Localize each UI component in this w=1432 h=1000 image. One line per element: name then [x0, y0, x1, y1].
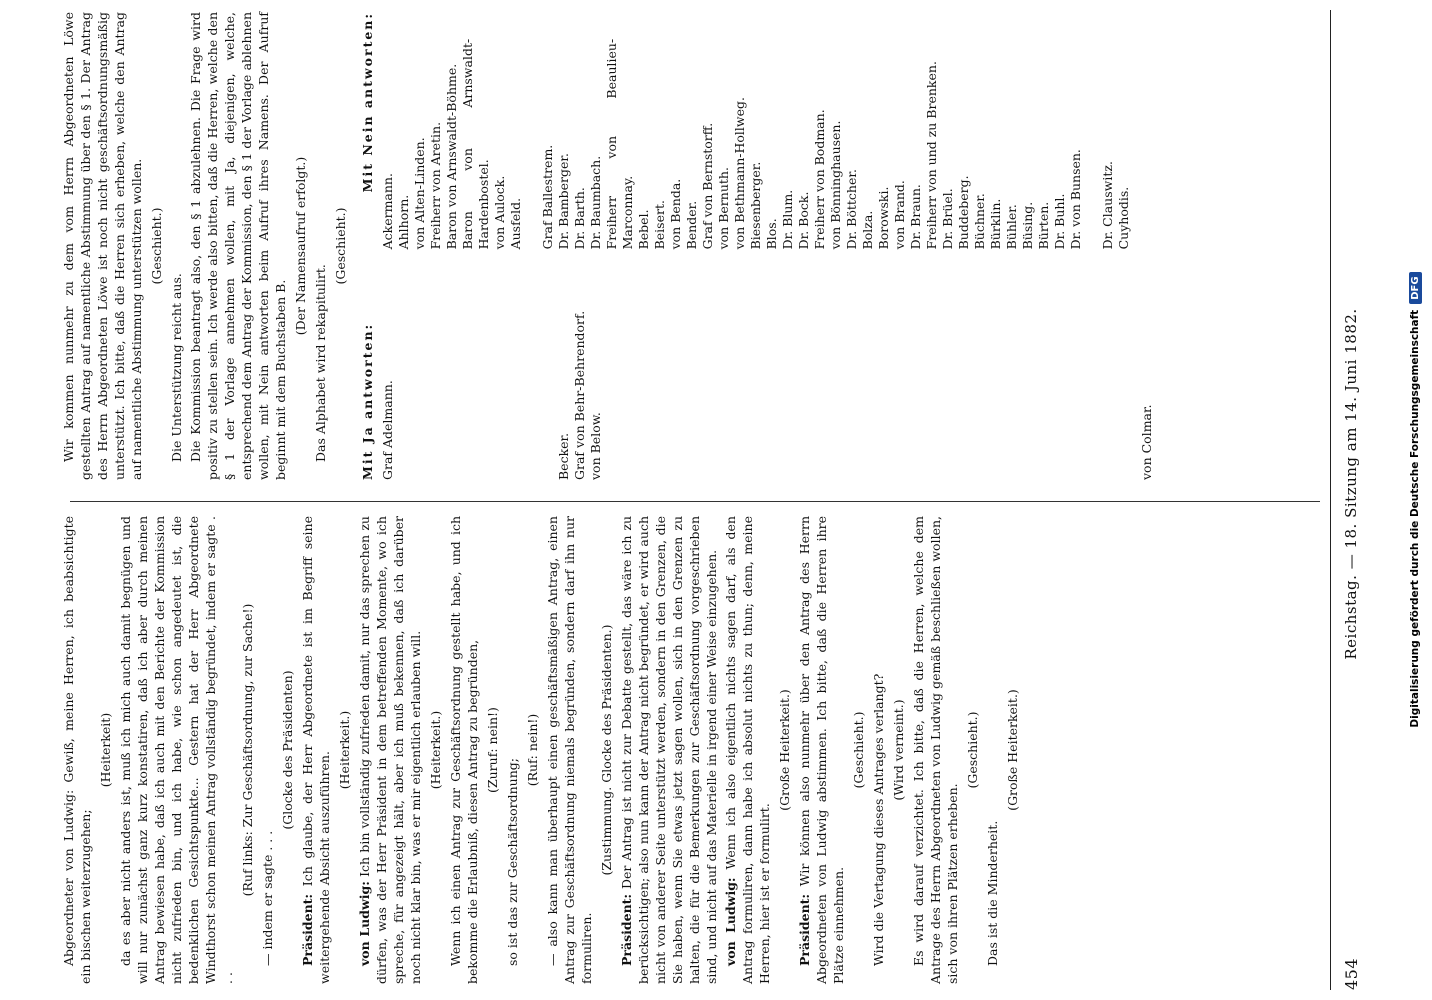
stage-direction: (Geschieht.) [333, 207, 348, 285]
speaker: Präsident: [797, 893, 812, 966]
member-name [492, 269, 508, 480]
stage-direction: (Heiterkeit.) [428, 710, 443, 790]
member-name: Dr. von Bunsen. [1068, 149, 1083, 250]
dfg-logo: DFG [1409, 272, 1422, 303]
ja-heading: Mit Ja antworten: [360, 322, 375, 480]
paragraph: Wenn ich einen Antrag zur Geschäftsordnung gestellt habe, und ich bekomme die Erlaubniß, diesen Antrag zu begründen, [448, 516, 480, 984]
paragraph: Das ist die Minderheit. [985, 820, 1000, 966]
member-name: Bolza. [860, 210, 875, 250]
member-name [1084, 39, 1100, 250]
stage-direction: (Zustimmung. Glocke des Präsidenten.) [599, 624, 614, 876]
member-name: Borowski. [876, 186, 891, 250]
member-name: Dr. Bamberger. [556, 152, 571, 250]
paragraph [299, 516, 333, 984]
right-column [60, 12, 1155, 480]
member-name: Cuyhodis. [1116, 186, 1131, 250]
stage-direction: (Zuruf: nein!) [485, 707, 500, 793]
header-rule [1330, 10, 1331, 990]
paragraph [796, 516, 847, 984]
left-column [60, 516, 1024, 984]
member-name [476, 269, 492, 480]
member-name: Baron von Arnswaldt-Böhme. [444, 63, 459, 250]
member-name: Büchner. [972, 193, 987, 250]
member-name: Dr. Baumbach. [588, 155, 603, 250]
member-name [444, 269, 460, 480]
page-number: 454 [1341, 957, 1361, 990]
member-name [428, 269, 444, 480]
credit-strip [1398, 0, 1432, 1000]
nein-list [380, 39, 1132, 250]
member-name: von Alten-Linden. [412, 137, 427, 250]
member-name: Dr. Böttcher. [844, 169, 859, 250]
member-name [460, 269, 476, 480]
member-name: Dr. Brüel. [940, 188, 955, 250]
paragraph: — indem er sagte . . . [260, 830, 275, 966]
member-name: Blos. [764, 218, 779, 250]
stage-direction: (Große Heiterkeit.) [777, 689, 792, 811]
member-name: Dr. Braun. [908, 184, 923, 250]
member-name: Ausfeld. [508, 197, 523, 250]
member-name: Büsing. [1020, 201, 1035, 250]
member-name: Bürten. [1036, 201, 1051, 250]
paragraph [618, 516, 720, 984]
member-name: Freiherr von Beaulieu-Marconnay. [604, 38, 635, 250]
credit-text: Digitalisierung gefördert durch die Deutsche Forschungsgemeinschaft [1409, 309, 1421, 728]
stage-direction: (Ruf links: Zur Geschäftsordnung, zur Sache!) [240, 603, 255, 897]
member-name: Dr. Bock. [796, 191, 811, 250]
member-name: von Benda. [668, 178, 683, 250]
member-name: Buddeberg. [956, 175, 971, 250]
stage-direction: (Ruf: nein!) [525, 713, 540, 787]
paragraph: so ist das zur Geschäftsordnung; [505, 758, 520, 966]
member-name [540, 269, 556, 480]
paragraph: da es aber nicht anders ist, muß ich mich auch damit begnügen und will nur zunächst ganz kurz konstatiren, daß ich aber durch meinen Antrag bewiesen habe, daß ich auch mit den Berichte der Kommission nicht zufrieden bin, und ich habe, wie schon angedeutet ist, die bedenklichen Gesichtspunkte... Gestern hat der Herr Abgeordnete Windthorst schon meinen Antrag vollständig begründet, indem er sagte . . . [118, 516, 235, 984]
speech-text: Ich bin vollständig zufrieden damit, nur das sprechen zu dürfen, was der Herr Präsident in dem betreffenden Momente, wo ich spreche, für angezeigt hält, aber ich muß bekennen, daß ich darüber noch nicht klar bin, was er mir eigentlich erlauben will. [357, 516, 423, 984]
nein-heading: Mit Nein antworten: [360, 12, 375, 193]
member-name: Biesenberger. [748, 161, 763, 250]
member-name: Beisert. [652, 200, 667, 250]
member-name: von Aulock. [492, 175, 507, 250]
speaker: Präsident: [300, 893, 315, 966]
paragraph: Abgeordneter von Ludwig: Gewiß, meine Herren, ich beabsichtigte ein bischen weiterzugehen; [61, 516, 93, 984]
speaker: von Ludwig: [357, 881, 372, 966]
speaker: von Ludwig: [723, 877, 738, 966]
page-header [1336, 10, 1366, 990]
paragraph: Es wird darauf verzichtet. Ich bitte, daß die Herren, welche dem Antrage des Herrn Abgeordneten von Ludwig gemäß beschließen wollen, sich von ihren Plätzen erheben. [911, 516, 960, 984]
vote-lists [380, 12, 1132, 480]
member-name: Dr. Blum. [780, 189, 795, 250]
member-name [524, 39, 540, 250]
stage-direction: (Wird verneint.) [891, 699, 906, 801]
member-name: Freiherr von und zu Brenken. [924, 61, 939, 250]
member-name [524, 269, 540, 480]
member-name: Dr. Clauswitz. [1100, 161, 1115, 250]
ja-list [380, 269, 1132, 480]
speaker: Präsident: [619, 893, 634, 966]
paragraph: Das Alphabet wird rekapitulirt. [313, 264, 328, 462]
paragraph [722, 516, 773, 984]
page-title: Reichstag. — 18. Sitzung am 14. Juni 1882. [1342, 308, 1360, 660]
vote-headers [359, 12, 376, 480]
member-name: Dr. Buhl. [1052, 193, 1067, 250]
member-name [508, 269, 524, 480]
member-name: Bürklin. [988, 198, 1003, 250]
speech-text: Der Antrag ist nicht zur Debatte gestellt, das wäre ich zu berücksichtigen; also nun kann der Antrag nicht begründet, er wird auch nicht von anderer Seite unterstützt werden, sondern in den Grenzen, die Sie haben, wenn Sie etwas jetzt sagen wollen, sich in den Grenzen zu halten, die für die Bemerkungen zur Geschäftsordnung vorgeschrieben sind, und nicht auf das Materielle in irgend einer Weise einzugehen. [619, 516, 719, 984]
member-name: Dr. Barth. [572, 187, 587, 250]
speech-text: Wir können also nunmehr über den Antrag des Herrn Abgeordneten von Ludwig abstimmen. Ich bitte, daß die Herren ihre Plätze einnehmen. [797, 515, 846, 984]
paragraph: — also kann man überhaupt einen geschäftsmäßigen Antrag, einen Antrag zur Geschäftsordnung niemals begründen, sondern darf ihn nur formuliren. [545, 516, 594, 984]
speech-text: Wenn ich also eigentlich nichts sagen darf, als den Antrag formuliren, dann habe ich absolut nichts zu thun; denn, meine Herren, hier ist er formulirt. [723, 516, 772, 984]
stage-direction: (Geschieht.) [965, 711, 980, 789]
stage-direction: (Der Namensaufruf erfolgt.) [293, 156, 308, 336]
member-name: Bender. [684, 200, 699, 250]
speech-text: Ich glaube, der Herr Abgeordnete ist im Begriff seine weitergehende Absicht auszuführen. [300, 516, 332, 984]
stage-direction: (Geschieht.) [149, 207, 164, 285]
member-name: Bühler. [1004, 204, 1019, 250]
paragraph: Wir kommen nunmehr zu dem vom Herrn Abgeordneten Löwe gestellten Antrag auf namentliche Abstimmung über den § 1. Der Antrag des Herrn Abgeordneten Löwe ist noch nicht geschäftsordnungsmäßig unterstützt. Ich bitte, daß die Herren sich erheben, welche den Antrag auf namentliche Abstimmung unterstützen wollen. [61, 12, 144, 480]
member-name: von Below. [588, 412, 603, 480]
stage-direction: (Geschieht.) [851, 711, 866, 789]
member-name: Ahlhorn. [396, 194, 411, 250]
member-name: Becker. [556, 432, 571, 480]
member-name [396, 269, 412, 480]
member-name: von Bethmann-Hollweg. [732, 97, 747, 250]
member-name: Bebel. [636, 209, 651, 250]
member-name: Freiherr von Aretin. [428, 121, 443, 250]
tail-ja: von Colmar. [1139, 404, 1154, 480]
paragraph: Die Unterstützung reicht aus. [169, 273, 184, 462]
member-name: Graf von Behr-Behrendorf. [572, 310, 587, 480]
stage-direction: (Heiterkeit) [98, 712, 113, 788]
paragraph: Wird die Vertagung dieses Antrages verlangt? [871, 673, 886, 966]
paragraph [356, 516, 424, 984]
member-name: Graf Adelmann. [380, 380, 395, 480]
member-name: von Bönninghausen. [828, 120, 843, 250]
member-name: von Bernuth. [716, 167, 731, 250]
member-name: Freiherr von Bodman. [812, 109, 827, 250]
member-name: Ackermann. [380, 173, 395, 250]
member-name: Graf von Bernstorff. [700, 122, 715, 250]
column-divider [70, 501, 1320, 502]
member-name [412, 269, 428, 480]
stage-direction: (Glocke des Präsidenten) [280, 670, 295, 830]
member-name: Baron von Arnswaldt-Hardenbostel. [460, 38, 491, 250]
paragraph: Die Kommission beantragt also, den § 1 abzulehnen. Die Frage wird positiv zu stellen sein. Ich werde also bitten, daß die Herren, welche den § 1 der Vorlage annehmen wollen, mit Ja, diejenigen, welche, entsprechend dem Antrag der Kommission, den § 1 der Vorlage ablehnen wollen, mit Nein antworten beim Aufruf ihres Namens. Der Aufruf beginnt mit dem Buchstaben B. [188, 12, 288, 480]
stage-direction: (Heiterkeit.) [337, 710, 352, 790]
member-name: von Brand. [892, 180, 907, 250]
stage-direction: (Große Heiterkeit.) [1005, 689, 1020, 811]
member-name: Graf Ballestrem. [540, 144, 555, 250]
